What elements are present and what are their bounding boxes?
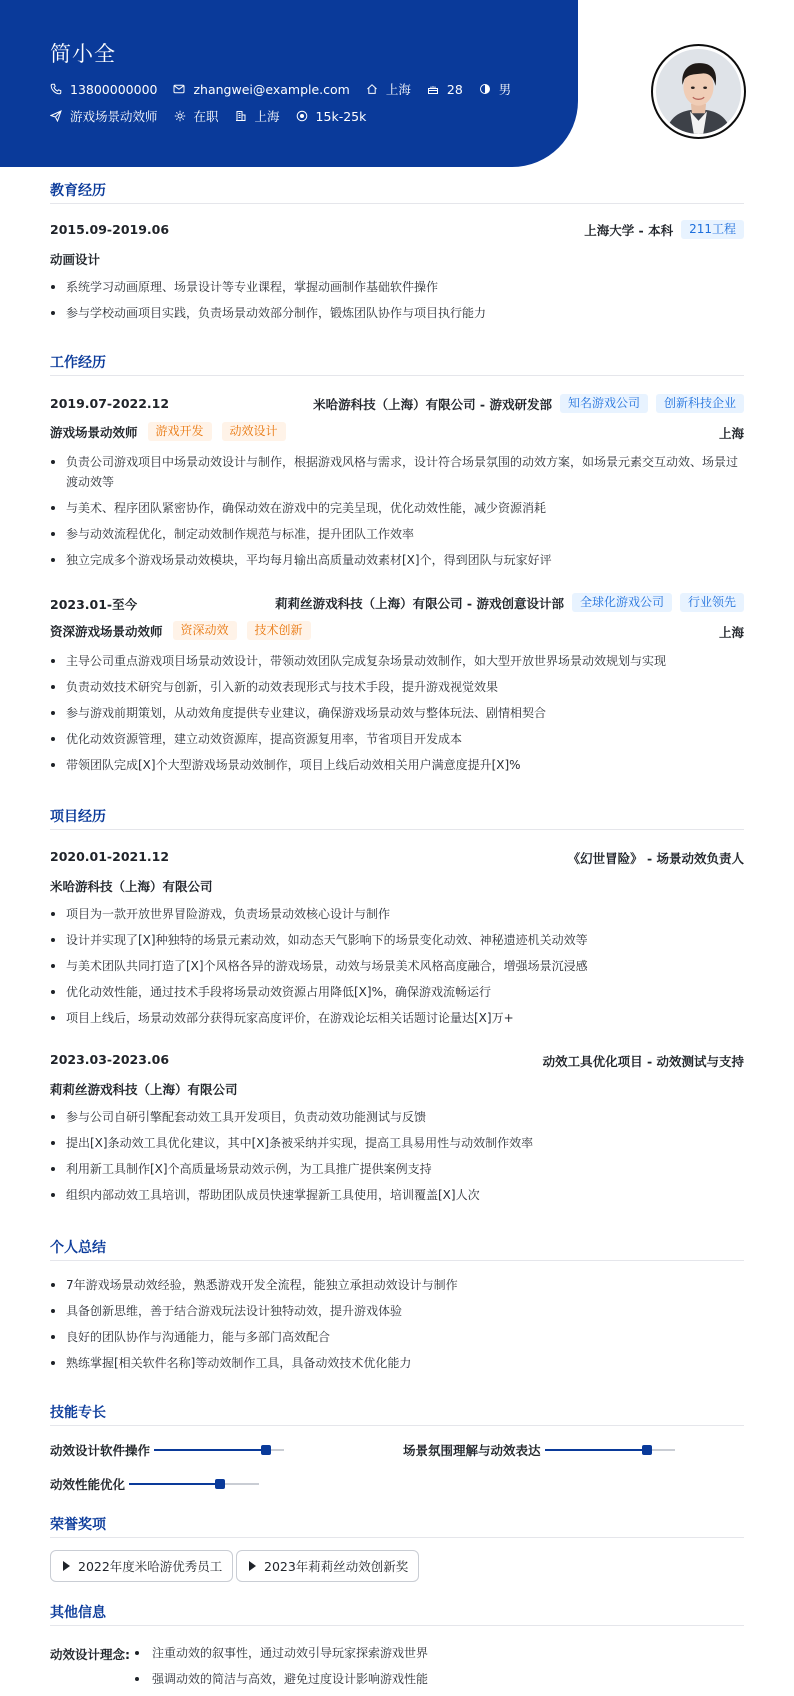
- list-item: 优化动效性能，通过技术手段将场景动效资源占用降低[X]%，确保游戏流畅运行: [50, 982, 744, 1002]
- list-item: 参与学校动画项目实践，负责场景动效部分制作，锻炼团队协作与项目执行能力: [50, 303, 744, 323]
- section-title-other: 其他信息: [50, 1605, 106, 1621]
- list-item: 负责动效技术研究与创新，引入新的动效表现形式与技术手段，提升游戏视觉效果: [50, 677, 744, 697]
- award-item: [236, 1550, 419, 1582]
- school-name: 上海大学 - 本科: [584, 222, 674, 238]
- section-divider: [50, 1625, 744, 1626]
- coin-icon: [296, 110, 308, 122]
- job-tag: 资深动效: [173, 621, 237, 640]
- list-item: 与美术、程序团队紧密协作，确保动效在游戏中的完美呈现，优化动效性能，减少资源消耗: [50, 498, 744, 518]
- work-company-row: [275, 593, 744, 612]
- section-title-work: 工作经历: [50, 355, 106, 371]
- building-icon: [235, 110, 247, 122]
- list-item: 参与动效流程优化，制定动效制作规范与标准，提升团队工作效率: [50, 524, 744, 544]
- section-divider: [50, 203, 744, 204]
- job-tag: 动效设计: [222, 422, 286, 441]
- mail-icon: [173, 83, 185, 95]
- contact-row: [50, 80, 527, 98]
- work-date: 2019.07-2022.12: [50, 396, 170, 411]
- list-item: 利用新工具制作[X]个高质量场景动效示例，为工具推广提供案例支持: [50, 1159, 744, 1179]
- work-location: 上海: [718, 426, 744, 441]
- award-label: 2022年度米哈游优秀员工: [78, 1559, 223, 1574]
- skill-name: 动效设计软件操作: [50, 1443, 151, 1458]
- skill-level-bar: [129, 1477, 259, 1491]
- section-divider: [50, 1260, 744, 1261]
- skill-level-knob: [215, 1479, 225, 1489]
- education-school-row: [584, 220, 744, 239]
- list-item: 设计并实现了[X]种独特的场景元素动效，如动态天气影响下的场景变化动效、神秘遗迹机关动效等: [50, 930, 744, 950]
- list-item: 主导公司重点游戏项目场景动效设计，带领动效团队完成复杂场景动效制作，如大型开放世界场景动效规划与实现: [50, 651, 744, 671]
- gear-icon: [174, 110, 186, 122]
- status-text: 在职: [193, 109, 219, 124]
- award-label: 2023年莉莉丝动效创新奖: [264, 1559, 409, 1574]
- skill-item: [50, 1441, 284, 1459]
- company-tag: 创新科技企业: [656, 394, 744, 413]
- work-title-row: [50, 422, 286, 441]
- project-role: 《幻世冒险》 - 场景动效负责人: [567, 851, 744, 866]
- list-item: 项目为一款开放世界冒险游戏，负责场景动效核心设计与制作: [50, 904, 744, 924]
- job-target-item: [50, 107, 158, 125]
- skill-name: 动效性能优化: [50, 1477, 126, 1492]
- list-item: 项目上线后，场景动效部分获得玩家高度评价，在游戏论坛相关话题讨论量达[X]万+: [50, 1008, 744, 1028]
- skill-level-bar: [545, 1443, 675, 1457]
- job-target-text: 游戏场景动效师: [70, 109, 158, 124]
- company-tag: 全球化游戏公司: [572, 593, 672, 612]
- job-row: [50, 107, 382, 125]
- gender-text: 男: [498, 82, 512, 97]
- company-name: 莉莉丝游戏科技（上海）有限公司 - 游戏创意设计部: [275, 595, 564, 611]
- job-title: 资深游戏场景动效师: [50, 623, 163, 639]
- phone-text: 13800000000: [70, 81, 158, 97]
- project-date: 2020.01-2021.12: [50, 849, 170, 864]
- salary-item: [296, 109, 367, 124]
- section-title-summary: 个人总结: [50, 1240, 106, 1256]
- section-divider: [50, 1425, 744, 1426]
- skill-name: 场景氛围理解与动效表达: [403, 1443, 541, 1458]
- list-item: 具备创新思维，善于结合游戏玩法设计独特动效，提升游戏体验: [50, 1301, 744, 1321]
- list-item: 提出[X]条动效工具优化建议，其中[X]条被采纳并实现，提高工具易用性与动效制作效率: [50, 1133, 744, 1153]
- list-item: 熟练掌握[相关软件名称]等动效制作工具，具备动效技术优化能力: [50, 1353, 744, 1373]
- list-item: 参与公司自研引擎配套动效工具开发项目，负责动效功能测试与反馈: [50, 1107, 744, 1127]
- list-item: 带领团队完成[X]个大型游戏场景动效制作，项目上线后动效相关用户满意度提升[X]%: [50, 755, 744, 775]
- company-name: 米哈游科技（上海）有限公司 - 游戏研发部: [313, 396, 552, 412]
- work-city-item: [235, 107, 280, 125]
- education-date: 2015.09-2019.06: [50, 222, 170, 237]
- project-company: 莉莉丝游戏科技（上海）有限公司: [50, 1082, 238, 1097]
- project-role: 动效工具优化项目 - 动效测试与支持: [542, 1054, 744, 1069]
- list-item: 注重动效的叙事性，通过动效引导玩家探索游戏世界: [132, 1643, 428, 1663]
- award-item: [50, 1550, 233, 1582]
- list-item: 独立完成多个游戏场景动效模块，平均每月输出高质量动效素材[X]个，得到团队与玩家好评: [50, 550, 744, 570]
- job-tag: 技术创新: [247, 621, 311, 640]
- section-divider: [50, 829, 744, 830]
- send-icon: [50, 110, 62, 122]
- section-divider: [50, 375, 744, 376]
- section-title-education: 教育经历: [50, 183, 106, 199]
- section-divider: [50, 1537, 744, 1538]
- skill-item: [403, 1441, 675, 1459]
- company-tag: 知名游戏公司: [560, 394, 648, 413]
- skill-item: [50, 1475, 259, 1493]
- work-title-row: [50, 621, 311, 640]
- header-banner: [0, 0, 578, 167]
- company-tag: 行业领先: [680, 593, 744, 612]
- candidate-name: 简小全: [50, 42, 116, 66]
- home-icon: [366, 83, 378, 95]
- list-item: 强调动效的简洁与高效，避免过度设计影响游戏性能: [132, 1669, 428, 1689]
- phone-icon: [50, 83, 62, 95]
- project-company: 米哈游科技（上海）有限公司: [50, 879, 213, 894]
- avatar: [651, 44, 746, 139]
- section-title-skills: 技能专长: [50, 1405, 106, 1421]
- work-location: 上海: [718, 625, 744, 640]
- salary-text: 15k-25k: [315, 108, 367, 124]
- skill-level-knob: [642, 1445, 652, 1455]
- school-tag: 211工程: [681, 220, 744, 239]
- email-item: [173, 82, 349, 97]
- skill-level-knob: [261, 1445, 271, 1455]
- list-item: 7年游戏场景动效经验，熟悉游戏开发全流程，能独立承担动效设计与制作: [50, 1275, 744, 1295]
- phone-item: [50, 82, 157, 97]
- project-date: 2023.03-2023.06: [50, 1052, 170, 1067]
- status-item: [174, 107, 219, 125]
- list-item: 良好的团队协作与沟通能力，能与多部门高效配合: [50, 1327, 744, 1347]
- work-date: 2023.01-至今: [50, 597, 138, 612]
- list-item: 优化动效资源管理，建立动效资源库，提高资源复用率，节省项目开发成本: [50, 729, 744, 749]
- work-city-text: 上海: [254, 109, 280, 124]
- avatar-photo: [656, 49, 741, 134]
- skill-level-bar: [154, 1443, 284, 1457]
- play-icon: [63, 1561, 70, 1571]
- job-title: 游戏场景动效师: [50, 424, 138, 440]
- gender-item: [479, 80, 512, 98]
- list-item: 负责公司游戏项目中场景动效设计与制作，根据游戏风格与需求，设计符合场景氛围的动效方案，如场景元素交互动效、场景过渡动效等: [50, 452, 744, 492]
- gender-icon: [479, 83, 491, 95]
- work-company-row: [313, 394, 744, 413]
- education-major: 动画设计: [50, 252, 101, 267]
- list-item: 系统学习动画原理、场景设计等专业课程，掌握动画制作基础软件操作: [50, 277, 744, 297]
- job-tag: 游戏开发: [148, 422, 212, 441]
- city-text: 上海: [385, 82, 411, 97]
- age-item: [427, 82, 463, 97]
- age-text: 28: [446, 81, 463, 97]
- list-item: 组织内部动效工具培训，帮助团队成员快速掌握新工具使用，培训覆盖[X]人次: [50, 1185, 744, 1205]
- list-item: 与美术团队共同打造了[X]个风格各异的游戏场景，动效与场景美术风格高度融合，增强场景沉浸感: [50, 956, 744, 976]
- section-title-projects: 项目经历: [50, 809, 106, 825]
- email-text: zhangwei@example.com: [193, 81, 350, 97]
- other-label: 动效设计理念:: [50, 1647, 130, 1662]
- cake-icon: [427, 83, 439, 95]
- list-item: 参与游戏前期策划，从动效角度提供专业建议，确保游戏场景动效与整体玩法、剧情相契合: [50, 703, 744, 723]
- city-item: [366, 80, 411, 98]
- play-icon: [249, 1561, 256, 1571]
- section-title-awards: 荣誉奖项: [50, 1517, 106, 1533]
